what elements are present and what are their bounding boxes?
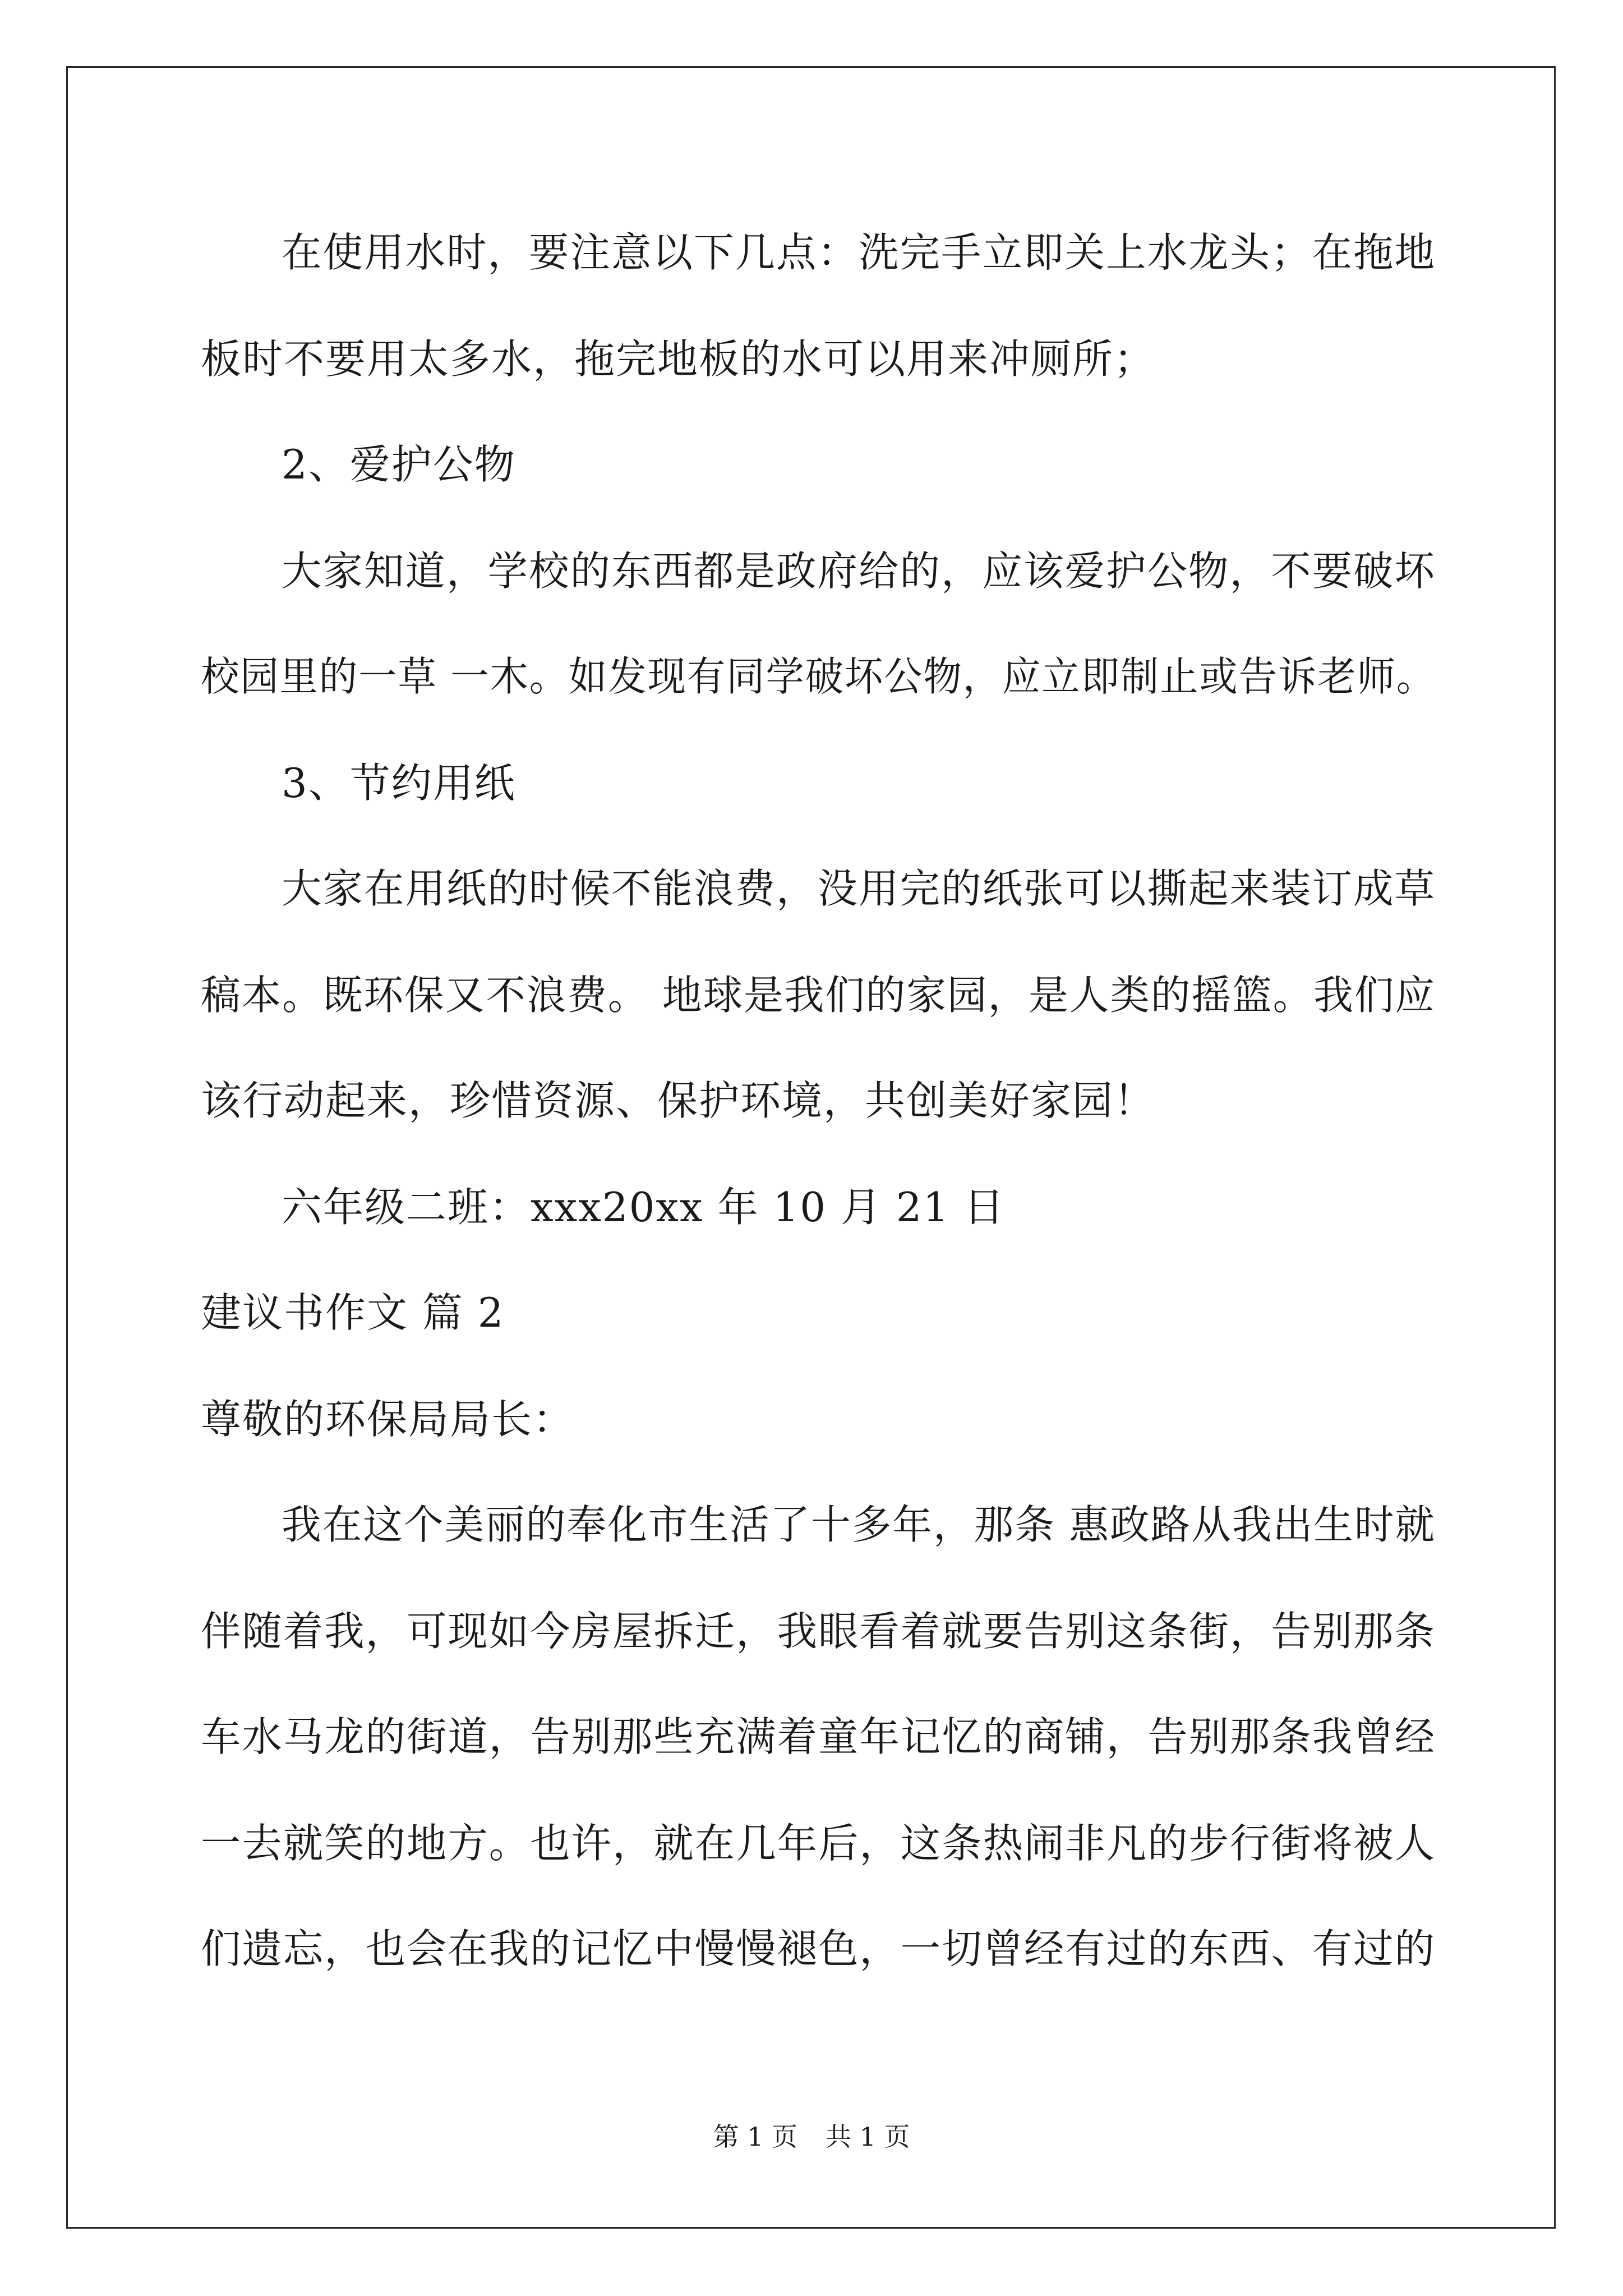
text-line-2: 板时不要用太多水，拖完地板的水可以用来冲厕所； <box>201 335 1156 383</box>
signature-line: 六年级二班：xxx20xx 年 10 月 21 日 <box>282 1184 1006 1231</box>
text-line-14: 伴随着我，可现如今房屋拆迁，我眼看着就要告别这条街，告别那条 <box>201 1608 1436 1655</box>
section-heading-3: 3、节约用纸 <box>282 760 516 807</box>
page-number-current: 第 1 页 <box>713 2122 797 2152</box>
page-border <box>66 66 1556 2229</box>
text-line-9: 该行动起来，珍惜资源、保护环境，共创美好家园！ <box>201 1077 1156 1124</box>
essay-title: 建议书作文 篇 2 <box>201 1289 505 1336</box>
text-line-16: 一去就笑的地方。也许，就在几年后，这条热闹非凡的步行街将被人 <box>201 1820 1436 1867</box>
page-footer <box>0 2116 1623 2154</box>
text-line-7: 大家在用纸的时候不能浪费，没用完的纸张可以撕起来装订成草 <box>282 865 1436 912</box>
text-line-13: 我在这个美丽的奉化市生活了十多年，那条 惠政路从我出生时就 <box>282 1501 1436 1548</box>
text-line-1: 在使用水时，要注意以下几点：洗完手立即关上水龙头；在拖地 <box>282 229 1436 276</box>
section-heading-2: 2、爱护公物 <box>282 441 516 488</box>
text-line-17: 们遗忘，也会在我的记忆中慢慢褪色，一切曾经有过的东西、有过的 <box>201 1925 1436 1972</box>
text-line-8: 稿本。既环保又不浪费。 地球是我们的家园，是人类的摇篮。我们应 <box>201 972 1436 1019</box>
text-line-15: 车水马龙的街道，告别那些充满着童年记忆的商铺，告别那条我曾经 <box>201 1713 1436 1760</box>
text-line-4: 大家知道，学校的东西都是政府给的，应该爱护公物，不要破坏 <box>282 547 1436 595</box>
salutation: 尊敬的环保局局长： <box>201 1396 575 1443</box>
page-number-total: 共 1 页 <box>826 2122 910 2152</box>
text-line-5: 校园里的一草 一木。如发现有同学破坏公物，应立即制止或告诉老师。 <box>201 653 1436 700</box>
